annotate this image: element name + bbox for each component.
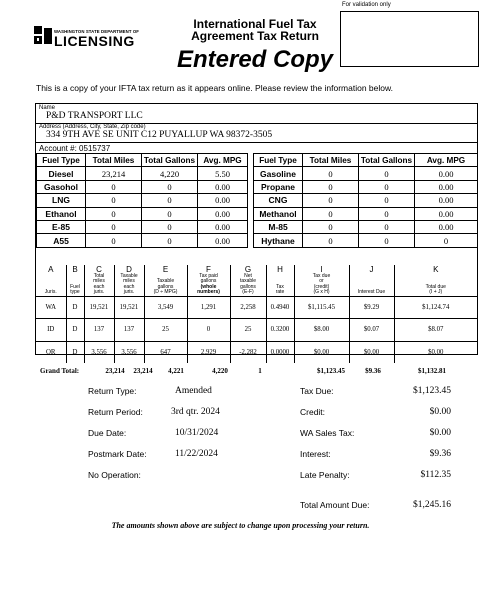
column-caption-line: Net bbox=[244, 273, 252, 279]
form-title bbox=[170, 18, 340, 42]
fuel-value: 0.00 bbox=[415, 220, 478, 233]
juris-cell: D bbox=[66, 296, 84, 319]
return-type-value: Amended bbox=[175, 386, 212, 396]
fuel-value: 0 bbox=[86, 194, 142, 207]
fuel-value: 0 bbox=[142, 180, 198, 193]
column-caption-line: taxable bbox=[239, 278, 257, 285]
fuel-value: 0 bbox=[142, 220, 198, 233]
total-amount-due-label: Total Amount Due: bbox=[300, 500, 370, 510]
juris-cell: $0.00 bbox=[349, 341, 394, 363]
logo-big-text: LICENSING bbox=[54, 33, 135, 49]
juris-cell: 3,556 bbox=[114, 341, 144, 363]
juris-cell: $8.00 bbox=[294, 319, 349, 342]
juris-cell: 0.4940 bbox=[266, 296, 294, 319]
tax-return-form bbox=[35, 103, 478, 355]
interest-value: $9.36 bbox=[429, 449, 451, 459]
column-caption-line: juris. bbox=[93, 289, 105, 296]
grand-total-value: 4,220 bbox=[212, 367, 228, 375]
column-caption-line: Taxable bbox=[156, 278, 175, 285]
juris-cell: 137 bbox=[84, 319, 114, 342]
tax-due-label: Tax Due: bbox=[300, 386, 334, 396]
juris-column-header bbox=[187, 265, 230, 296]
juris-cell: 137 bbox=[114, 319, 144, 342]
column-caption-line: Interest Due bbox=[357, 289, 386, 296]
grand-total-label: Grand Total: bbox=[40, 367, 80, 375]
column-caption-line: gallons bbox=[200, 278, 217, 285]
fuel-header-left: Fuel Type bbox=[37, 154, 86, 167]
fuel-row bbox=[37, 220, 478, 233]
return-period-label: Return Period: bbox=[88, 407, 143, 417]
column-caption-line: (G x H) bbox=[313, 289, 330, 296]
fuel-value: 0 bbox=[303, 180, 359, 193]
postmark-date-label: Postmark Date: bbox=[88, 449, 147, 459]
intro-text: This is a copy of your IFTA tax return as it appears online. Please review the information below. bbox=[36, 83, 394, 93]
juris-cell: $1,115.45 bbox=[294, 296, 349, 319]
fuel-type-name: Gasohol bbox=[37, 180, 86, 193]
juris-cell: 19,521 bbox=[84, 296, 114, 319]
taxpayer-address: 334 9TH AVE SE UNIT C12 PUYALLUP WA 98372-3505 bbox=[46, 130, 273, 140]
fuel-value: 0 bbox=[86, 220, 142, 233]
juris-column-header bbox=[230, 265, 266, 296]
grand-total-value: 23,214 bbox=[133, 367, 153, 375]
juris-cell: $0.07 bbox=[349, 319, 394, 342]
no-operation-label: No Operation: bbox=[88, 470, 141, 480]
fuel-value: 0.00 bbox=[415, 194, 478, 207]
fuel-value: 0 bbox=[303, 194, 359, 207]
juris-cell: D bbox=[66, 341, 84, 363]
fuel-type-name: Propane bbox=[254, 180, 303, 193]
fuel-header-left: Total Gallons bbox=[142, 154, 198, 167]
fuel-header-row bbox=[37, 154, 478, 167]
juris-cell: OR bbox=[46, 348, 56, 356]
grand-total-value: 4,221 bbox=[168, 367, 184, 375]
column-caption-line: (whole bbox=[200, 283, 217, 290]
juris-cell: ID bbox=[36, 319, 66, 342]
juris-column-header bbox=[66, 265, 84, 296]
credit-value: $0.00 bbox=[429, 407, 451, 417]
postmark-date-value: 11/22/2024 bbox=[175, 449, 218, 459]
fuel-value: 0.00 bbox=[415, 207, 478, 220]
fuel-row bbox=[37, 180, 478, 193]
fuel-type-name: E-85 bbox=[37, 220, 86, 233]
fuel-value: 0.00 bbox=[198, 220, 248, 233]
tax-due-value: $1,123.45 bbox=[413, 386, 451, 396]
column-caption-line: (credit) bbox=[313, 283, 330, 290]
fuel-value: 0 bbox=[86, 180, 142, 193]
column-caption-line: Total bbox=[93, 273, 105, 279]
footer-disclaimer: The amounts shown above are subject to change upon processing your return. bbox=[111, 521, 370, 530]
juris-cell: D bbox=[66, 319, 84, 342]
wa-sales-tax-value: $0.00 bbox=[429, 428, 451, 438]
fuel-value: 23,214 bbox=[86, 167, 142, 180]
column-letter: E bbox=[162, 265, 169, 274]
column-caption-line: gallons bbox=[157, 283, 174, 290]
column-letter: G bbox=[244, 265, 252, 274]
fuel-header-right: Fuel Type bbox=[254, 154, 303, 167]
fuel-header-right: Total Gallons bbox=[359, 154, 415, 167]
grand-total-value: 23,214 bbox=[105, 367, 125, 375]
column-letter: D bbox=[126, 265, 132, 274]
validation-label: For validation only bbox=[342, 2, 391, 8]
column-letter: A bbox=[48, 265, 54, 274]
title-line-2: Agreement Tax Return bbox=[191, 29, 319, 43]
entered-copy-title: Entered Copy bbox=[176, 46, 334, 73]
wa-sales-tax-label: WA Sales Tax: bbox=[300, 428, 355, 438]
dol-logo bbox=[34, 24, 166, 48]
column-letter: C bbox=[96, 265, 102, 274]
juris-cell: 3,556 bbox=[84, 341, 114, 363]
fuel-value: 0 bbox=[303, 167, 359, 180]
column-caption-line: Juris. bbox=[44, 289, 57, 296]
name-label: Name bbox=[39, 105, 56, 111]
juris-cell: WA bbox=[36, 296, 66, 319]
column-caption-line: each bbox=[93, 283, 105, 290]
column-caption-line: each bbox=[123, 283, 135, 290]
juris-cell: $8.07 bbox=[394, 319, 477, 342]
fuel-type-name: Gasoline bbox=[254, 167, 303, 180]
fuel-value: 0 bbox=[303, 234, 359, 247]
late-penalty-label: Late Penalty: bbox=[300, 470, 350, 480]
fuel-type-name: Ethanol bbox=[37, 207, 86, 220]
fuel-value: 0.00 bbox=[415, 167, 478, 180]
fuel-value: 0 bbox=[359, 167, 415, 180]
grand-total-value: $1,132.81 bbox=[418, 367, 446, 375]
fuel-type-name: Hythane bbox=[254, 234, 303, 247]
fuel-value: 0 bbox=[86, 234, 142, 247]
fuel-value: 0 bbox=[359, 180, 415, 193]
fuel-type-name: Diesel bbox=[37, 167, 86, 180]
fuel-type-name: LNG bbox=[37, 194, 86, 207]
interest-label: Interest: bbox=[300, 449, 331, 459]
juris-cell: 1,291 bbox=[187, 296, 230, 319]
fuel-value: 0 bbox=[415, 234, 478, 247]
fuel-row bbox=[37, 167, 478, 180]
fuel-value: 0 bbox=[142, 234, 198, 247]
logo-small-text: WASHINGTON STATE DEPARTMENT OF bbox=[54, 29, 140, 34]
juris-column-header bbox=[266, 265, 294, 296]
juris-cell: 25 bbox=[144, 319, 187, 342]
column-caption-line: miles bbox=[93, 278, 105, 285]
column-letter: I bbox=[320, 265, 323, 274]
dol-logo-mark-icon bbox=[34, 26, 52, 44]
fuel-value: 0 bbox=[142, 194, 198, 207]
juris-cell: 647 bbox=[144, 341, 187, 363]
fuel-value: 0.00 bbox=[198, 180, 248, 193]
fuel-value: 0 bbox=[359, 207, 415, 220]
juris-column-header bbox=[84, 265, 114, 296]
juris-cell: 19,521 bbox=[114, 296, 144, 319]
column-letter: J bbox=[369, 265, 374, 274]
column-caption-line: (D ÷ MPG) bbox=[153, 289, 178, 296]
fuel-value: 0 bbox=[142, 207, 198, 220]
jurisdiction-table bbox=[36, 265, 477, 363]
column-letter: H bbox=[277, 265, 283, 274]
fuel-type-name: Methanol bbox=[254, 207, 303, 220]
column-caption-line: rate bbox=[275, 289, 285, 296]
column-caption-line: Tax bbox=[276, 283, 284, 290]
fuel-value: 0 bbox=[86, 207, 142, 220]
column-caption-line: Tax due bbox=[312, 273, 331, 279]
juris-column-header bbox=[294, 265, 349, 296]
fuel-value: 0 bbox=[303, 220, 359, 233]
juris-cell: 0.0000 bbox=[266, 341, 294, 363]
column-caption-line: Taxable bbox=[120, 273, 138, 279]
juris-cell: 0 bbox=[187, 319, 230, 342]
grand-total-value: $9.36 bbox=[365, 367, 381, 375]
fuel-row bbox=[37, 194, 478, 207]
column-letter: K bbox=[433, 265, 439, 274]
column-caption-line: Fuel bbox=[70, 283, 80, 290]
column-caption-line: type bbox=[70, 289, 80, 296]
column-caption-line: juris. bbox=[123, 289, 135, 296]
juris-cell: $1,124.74 bbox=[394, 296, 477, 319]
grand-total-value: 1 bbox=[258, 367, 262, 375]
column-caption-line: Tax paid bbox=[199, 273, 218, 279]
fuel-value: 0.00 bbox=[198, 234, 248, 247]
juris-cell: $0.00 bbox=[294, 341, 349, 363]
column-letter: F bbox=[206, 265, 211, 274]
juris-cell: -2,282 bbox=[230, 341, 266, 363]
column-caption-line: (E-F) bbox=[242, 289, 254, 296]
juris-row bbox=[36, 319, 477, 342]
column-caption-line: miles bbox=[123, 278, 135, 285]
fuel-value: 5.50 bbox=[198, 167, 248, 180]
juris-cell: $0.00 bbox=[394, 341, 477, 363]
title-line-1: International Fuel Tax bbox=[193, 17, 317, 31]
fuel-value: 0.00 bbox=[198, 207, 248, 220]
fuel-value: 0.00 bbox=[198, 194, 248, 207]
return-type-label: Return Type: bbox=[88, 386, 137, 396]
grand-total-value: $1,123.45 bbox=[317, 367, 345, 375]
fuel-value: 4,220 bbox=[142, 167, 198, 180]
juris-cell: $9.29 bbox=[349, 296, 394, 319]
fuel-value: 0 bbox=[359, 234, 415, 247]
column-caption-line: gallons bbox=[240, 283, 256, 290]
fuel-header-left: Total Miles bbox=[86, 154, 142, 167]
fuel-row bbox=[37, 234, 478, 247]
juris-row bbox=[36, 341, 477, 363]
fuel-type-name: A55 bbox=[37, 234, 86, 247]
due-date-value: 10/31/2024 bbox=[175, 428, 219, 438]
juris-cell: 25 bbox=[230, 319, 266, 342]
taxpayer-name: P&D TRANSPORT LLC bbox=[46, 111, 143, 121]
column-letter: B bbox=[72, 265, 78, 274]
fuel-summary-table bbox=[36, 153, 478, 248]
column-caption-line: or bbox=[319, 278, 324, 285]
juris-cell: 2,258 bbox=[230, 296, 266, 319]
fuel-row bbox=[37, 207, 478, 220]
juris-header-row bbox=[36, 265, 477, 296]
column-caption-line: numbers) bbox=[197, 289, 220, 296]
fuel-value: 0 bbox=[359, 194, 415, 207]
column-caption-line: Total due bbox=[425, 283, 446, 290]
fuel-header-right: Total Miles bbox=[303, 154, 359, 167]
validation-box bbox=[340, 11, 479, 67]
late-penalty-value: $112.35 bbox=[420, 470, 451, 480]
juris-column-header bbox=[349, 265, 394, 296]
credit-label: Credit: bbox=[300, 407, 326, 417]
juris-column-header bbox=[394, 265, 477, 296]
juris-column-header bbox=[144, 265, 187, 296]
total-amount-due-value: $1,245.16 bbox=[413, 500, 451, 510]
fuel-type-name: M-85 bbox=[254, 220, 303, 233]
fuel-header-right: Avg. MPG bbox=[415, 154, 478, 167]
fuel-header-left: Avg. MPG bbox=[198, 154, 248, 167]
juris-cell: 3,549 bbox=[144, 296, 187, 319]
juris-column-header bbox=[36, 265, 66, 296]
account-value: 0515737 bbox=[79, 144, 111, 153]
fuel-type-name: CNG bbox=[254, 194, 303, 207]
due-date-label: Due Date: bbox=[88, 428, 127, 438]
juris-column-header bbox=[114, 265, 144, 296]
juris-cell: 0.3200 bbox=[266, 319, 294, 342]
account-label: Account #: bbox=[39, 144, 77, 153]
fuel-value: 0 bbox=[303, 207, 359, 220]
juris-row bbox=[36, 296, 477, 319]
address-label: Address (Address, City, State, Zip code) bbox=[39, 124, 146, 130]
column-caption-line: (I + J) bbox=[429, 289, 443, 296]
account-number bbox=[39, 144, 110, 153]
juris-cell: 2,929 bbox=[187, 341, 230, 363]
fuel-value: 0 bbox=[359, 220, 415, 233]
return-period-value: 3rd qtr. 2024 bbox=[171, 407, 220, 417]
fuel-value: 0.00 bbox=[415, 180, 478, 193]
